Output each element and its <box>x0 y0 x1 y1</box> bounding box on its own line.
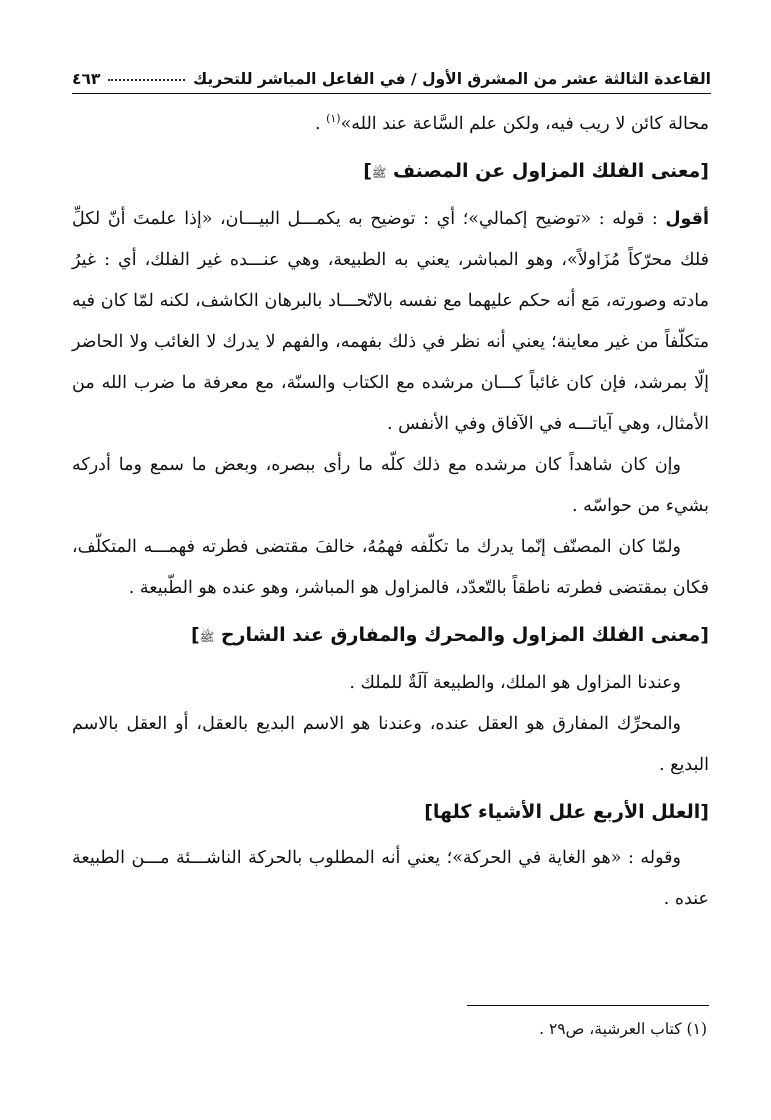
section-heading <box>72 609 709 663</box>
intro-end: . <box>314 114 327 134</box>
paragraph: وإن كان شاهداً كان مرشده مع ذلك كلّه ما رأى ببصره، وبعض ما سمع وما أدركه بشيء من حواسّه . <box>72 455 709 516</box>
heading-bracket: ] <box>363 160 372 182</box>
footnote-text: كتاب العرشية، ص٢٩ . <box>539 1020 682 1038</box>
heading-bracket: ] <box>191 624 200 646</box>
section-2 <box>72 609 709 786</box>
paragraph <box>72 199 709 445</box>
intro-line <box>72 104 709 145</box>
paragraph: وعندنا المزاول هو الملك، والطبيعة آلَةٌ للملك . <box>349 673 681 693</box>
running-head-title: القاعدة الثالثة عشر من المشرق الأول / في الفاعل المباشر للتحريك <box>193 70 711 88</box>
paragraph: ولمّا كان المصنّف إنّما يدرك ما تكلّفه فهمُهُ، خالفَ مقتضى فطرته فهمـــه المتكلّف، فكان بمقتضى فطرته ناطقاً بالتّعدّد، فالمزاول هو المباشر، وهو عنده هو الطّبيعة . <box>72 537 709 598</box>
running-head <box>72 58 711 88</box>
intro-text: محالة كائن لا ريب فيه، ولكن علم السَّاعة عند الله» <box>340 114 709 134</box>
paragraph: وقوله : «هو الغاية في الحركة»؛ يعني أنه المطلوب بالحركة الناشـــئة مـــن الطبيعة عنده . <box>72 848 709 909</box>
heading-text: [معنى الفلك المزاول والمحرك والمفارق عند الشارح <box>220 624 709 646</box>
header-rule <box>72 93 711 94</box>
leader-dots <box>108 79 185 81</box>
footnote <box>300 1016 707 1042</box>
section-heading <box>72 145 709 199</box>
paragraph-lead: أقول <box>665 209 709 229</box>
honorific-symbol: ﷺ <box>199 630 215 644</box>
section-1 <box>72 145 709 609</box>
footnote-rule <box>467 1005 709 1006</box>
heading-text: [معنى الفلك المزاول عن المصنف <box>393 160 709 182</box>
heading-text: [العلل الأربع علل الأشياء كلها <box>432 801 709 823</box>
paragraph: والمحرِّك المفارق هو العقل عنده، وعندنا هو الاسم البديع بالعقل، أو العقل بالاسم البديع . <box>72 714 709 775</box>
page-number: ٤٦٣ <box>72 70 101 88</box>
honorific-symbol: ﷺ <box>371 166 387 180</box>
footnote-ref[interactable]: (١) <box>326 112 341 126</box>
heading-bracket: ] <box>424 801 433 823</box>
section-heading <box>72 786 709 838</box>
footnote-marker: (١) <box>686 1020 707 1038</box>
paragraph-text: : قوله : «توضيح إكمالي»؛ أي : توضيح به يكمـــل البيـــان، «إذا علمتَ أنّ لكلِّ فلك محرّكاً مُزَاولاً»، وهو المباشر، يعني به الطبيعة، وهي عنـــده غير الفلك، أي : غيرُ مادته وصورته، مَع أنه حكم عليهما مع نفسه بالاتّحـــاد بالبرهان الكاشف، لكنه لمّا كان فيه متكلّفاً من غير معاينة؛ يعني أنه نظر في ذلك بفهمه، والفهم لا يدرك لا الغائب ولا الحاضر إلّا بمرشد، فإن كان غائباً كـــان مرشده مع الكتاب والسنّة، مع معرفة ما ضرب الله من الأمثال، وهي آياتـــه في الآفاق وفي الأنفس . <box>72 209 709 434</box>
section-3 <box>72 786 709 920</box>
main-text <box>72 104 709 920</box>
